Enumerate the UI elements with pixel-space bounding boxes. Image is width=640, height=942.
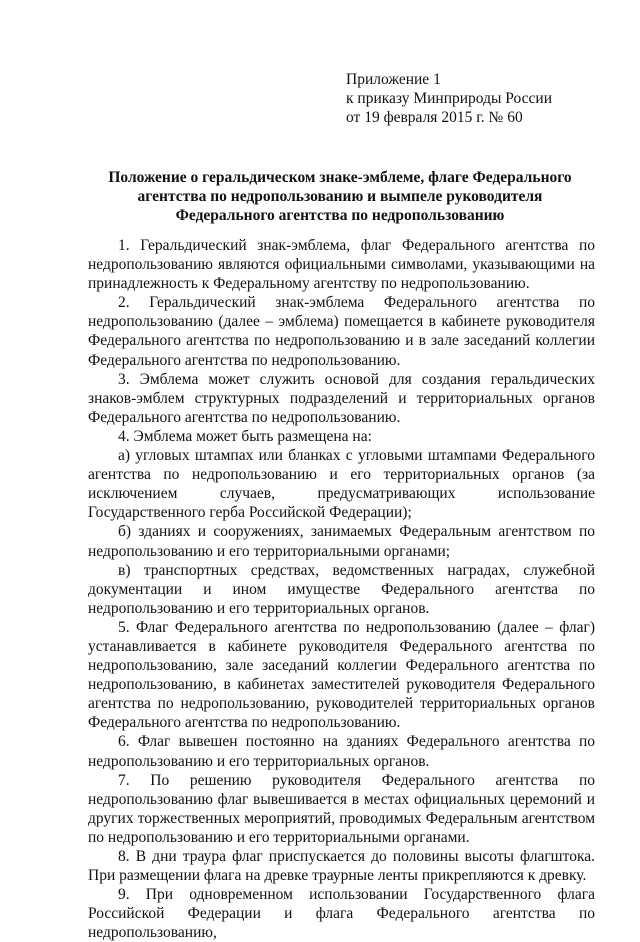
paragraph-2: 2. Геральдический знак-эмблема Федерального агентства по недропользованию (далее – эмблема) помещается в кабинете руководителя Федерального агентства по недропользованию и в зале заседаний коллегии Федерального агентства по недропользованию.: [88, 294, 595, 369]
paragraph-1: 1. Геральдический знак-эмблема, флаг Федерального агентства по недропользованию являются официальными символами, указывающими на принадлежность к Федеральному агентству по недропользованию.: [88, 237, 595, 293]
paragraph-4a: а) угловых штампах или бланках с угловыми штампами Федерального агентства по недропользованию и его территориальных органов (за исключением случаев, предусматривающих использование Государственного герба Российской Федерации);: [88, 447, 595, 522]
paragraph-4c: в) транспортных средствах, ведомственных наградах, служебной документации и ином имуществе Федерального агентства по недропользованию и его территориальных органов.: [88, 561, 595, 617]
paragraph-4: 4. Эмблема может быть размещена на:: [118, 427, 372, 445]
paragraph-9: 9. При одновременном использовании Государственного флага Российской Федерации и флага Федерального агентства по недропользованию,: [88, 886, 595, 942]
paragraph-5: 5. Флаг Федерального агентства по недропользованию (далее – флаг) устанавливается в кабинете руководителя Федерального агентства по недропользованию, зале заседаний коллегии Федерального агентства по недропользованию, в кабинетах заместителей руководителя Федерального агентства по недропользованию, руководителей территориальных органов Федерального агентства по недропользованию.: [88, 618, 595, 732]
appendix-header: [346, 70, 552, 127]
paragraph-6: 6. Флаг вывешен постоянно на зданиях Федерального агентства по недропользованию и его территориальных органов.: [88, 733, 595, 770]
paragraph-3: 3. Эмблема может служить основой для создания геральдических знаков-эмблем структурных подразделений и территориальных органов Федерального агентства по недропользованию.: [88, 370, 595, 426]
paragraph-7: 7. По решению руководителя Федерального агентства по недропользованию флаг вывешивается в местах официальных церемоний и других торжественных мероприятий, проводимых Федеральным агентством по недропользованию и его территориальными органами.: [88, 771, 595, 846]
order-date-number: от 19 февраля 2015 г. № 60: [346, 109, 523, 126]
appendix-label: Приложение 1: [346, 71, 441, 88]
paragraph-8: 8. В дни траура флаг приспускается до половины высоты флагштока. При размещении флага на древке траурные ленты прикрепляются к древку.: [88, 848, 595, 885]
document-title: Положение о геральдическом знаке-эмблеме, флаге Федерального агентства по недропользованию и вымпеле руководителя Федерального агентства по недропользованию: [108, 169, 572, 224]
order-reference: к приказу Минприроды России: [346, 90, 553, 107]
paragraph-4b: б) зданиях и сооружениях, занимаемых Федеральным агентством по недропользованию и его территориальными органами;: [88, 523, 595, 560]
document-body: [88, 236, 595, 942]
